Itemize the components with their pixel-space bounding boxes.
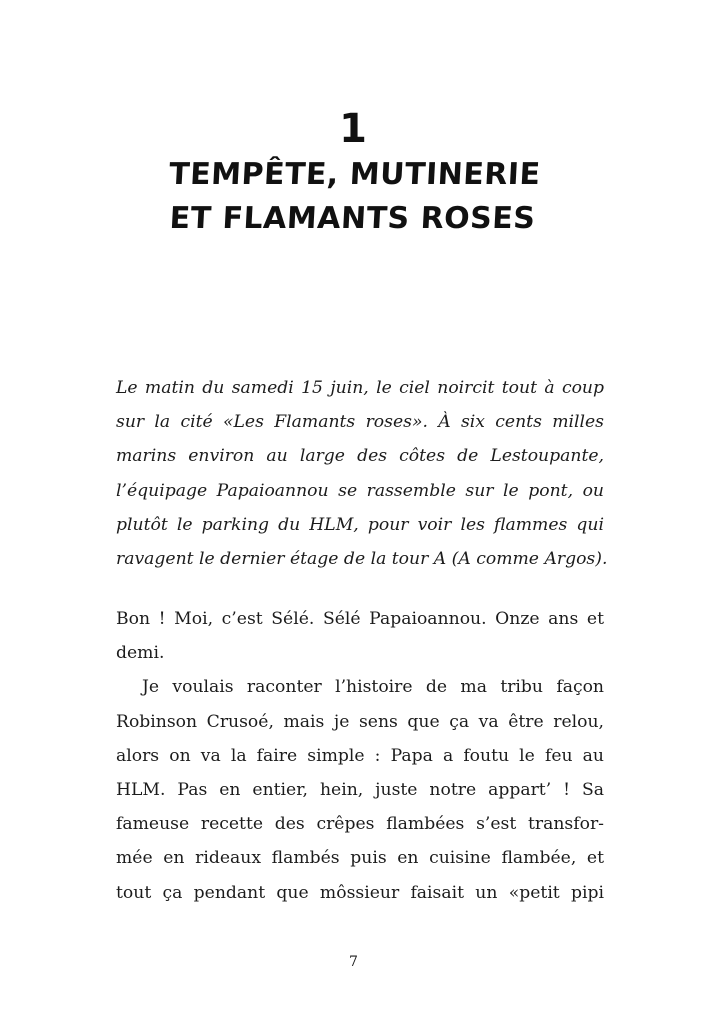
intro-line: Le matin du samedi 15 juin, le ciel noircit tout à coup	[116, 378, 604, 398]
body-line: HLM. Pas en entier, hein, juste notre appart’ ! Sa	[116, 780, 604, 801]
body-line: fameuse recette des crêpes flambées s’est transfor-	[116, 814, 604, 835]
body-text	[116, 602, 604, 910]
body-line: alors on va la faire simple : Papa a foutu le feu au	[116, 745, 604, 766]
chapter-number: 1	[339, 106, 368, 152]
body-line: Je voulais raconter l’histoire de ma tribu façon	[142, 677, 604, 698]
chapter-title-line-2: ET FLAMANTS ROSES	[168, 201, 537, 236]
body-line: mée en rideaux flambés puis en cuisine flambée, et	[116, 848, 604, 869]
intro-line: ravagent le dernier étage de la tour A (A comme Argos).	[116, 549, 608, 570]
page-number: 7	[349, 954, 358, 970]
intro-line: plutôt le parking du HLM, pour voir les flammes qui	[116, 514, 604, 535]
chapter-title	[166, 153, 542, 241]
chapter-title-line-1: TEMPÊTE, MUTINERIE	[168, 157, 542, 192]
chapter-heading	[0, 105, 707, 241]
body-line: Bon ! Moi, c’est Sélé. Sélé Papaioannou. Onze ans et	[116, 609, 604, 629]
body-line: Robinson Crusoé, mais je sens que ça va être relou,	[116, 711, 604, 732]
body-line: demi.	[116, 643, 165, 664]
body-line: tout ça pendant que môssieur faisait un «petit pipi	[116, 882, 604, 903]
body-paragraph	[116, 670, 604, 909]
intro-line: marins environ au large des côtes de Lestoupante,	[116, 446, 604, 467]
body-paragraph	[116, 602, 604, 670]
intro-line: sur la cité «Les Flamants roses». À six cents milles	[116, 412, 604, 433]
intro-line: l’équipage Papaioannou se rassemble sur le pont, ou	[116, 480, 604, 501]
intro-paragraph	[116, 371, 608, 576]
